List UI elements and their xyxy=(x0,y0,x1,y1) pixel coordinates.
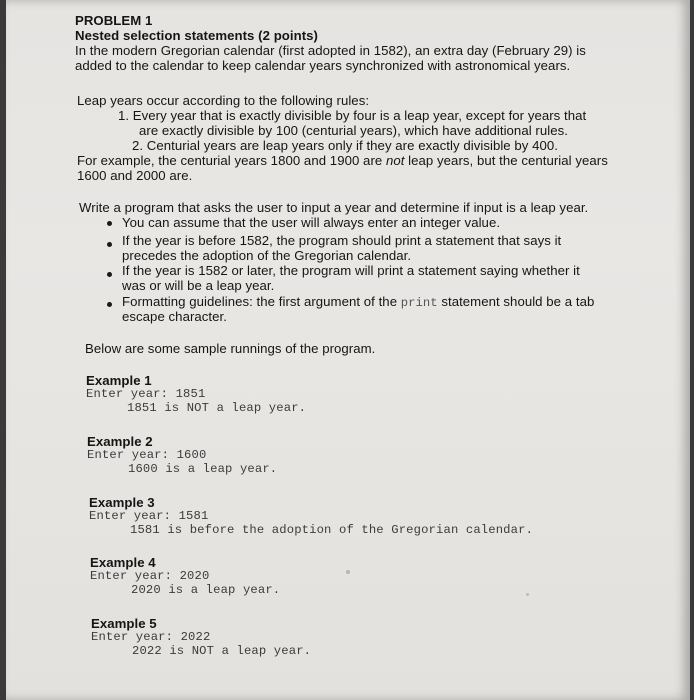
example-1-output: 1851 is NOT a leap year. xyxy=(127,401,307,415)
example-4-output: 2020 is a leap year. xyxy=(131,583,281,597)
example-4-title: Example 4 xyxy=(90,555,156,570)
example-2-output: 1600 is a leap year. xyxy=(128,462,278,476)
example-2-title: Example 2 xyxy=(87,434,153,449)
bullet-2-line-1: If the year is before 1582, the program should print a statement that says it xyxy=(122,233,562,248)
bullet-1-line-1: You can assume that the user will always enter an integer value. xyxy=(122,215,501,230)
rule-1-line-1: 1. Every year that is exactly divisible by four is a leap year, except for years that xyxy=(118,108,587,123)
bullet-3-line-1: If the year is 1582 or later, the program will print a statement saying whether it xyxy=(122,263,580,278)
example-5-title: Example 5 xyxy=(91,616,157,631)
bullet-3-line-2: was or will be a leap year. xyxy=(122,278,275,293)
example-5-prompt: Enter year: 2022 xyxy=(91,630,211,644)
rule-1-line-2: are exactly divisible by 100 (centurial years), which have additional rules. xyxy=(139,123,568,138)
paper-smudge xyxy=(346,570,350,574)
intro-line-1: In the modern Gregorian calendar (first adopted in 1582), an extra day (February 29) is xyxy=(75,43,586,58)
example-text-line-1: For example, the centurial years 1800 and 1900 are not leap years, but the centurial years xyxy=(77,153,608,168)
example-3-prompt: Enter year: 1581 xyxy=(89,509,209,523)
bullet-dot xyxy=(107,221,112,226)
bullet-2-line-2: precedes the adoption of the Gregorian calendar. xyxy=(122,248,412,263)
bullet-4-line-2: escape character. xyxy=(122,309,227,324)
code-print: print xyxy=(400,296,438,310)
worksheet-page xyxy=(6,0,690,700)
rules-intro: Leap years occur according to the following rules: xyxy=(77,93,370,108)
emphasis-not: not xyxy=(385,153,405,168)
task-intro: Write a program that asks the user to input a year and determine if input is a leap year. xyxy=(79,200,589,215)
example-1-title: Example 1 xyxy=(86,373,152,388)
example-4-prompt: Enter year: 2020 xyxy=(90,569,210,583)
example-5-output: 2022 is NOT a leap year. xyxy=(132,644,312,658)
bullet-dot xyxy=(107,242,112,247)
problem-heading: PROBLEM 1 xyxy=(75,13,153,28)
example-3-title: Example 3 xyxy=(89,495,155,510)
example-text-line-2: 1600 and 2000 are. xyxy=(77,168,193,183)
example-2-prompt: Enter year: 1600 xyxy=(87,448,207,462)
sample-intro: Below are some sample runnings of the program. xyxy=(85,341,376,356)
paper-smudge xyxy=(526,593,529,596)
rule-2-line: 2. Centurial years are leap years only if they are exactly divisible by 400. xyxy=(132,138,559,153)
problem-title: Nested selection statements (2 points) xyxy=(75,28,318,43)
intro-line-2: added to the calendar to keep calendar years synchronized with astronomical years. xyxy=(75,58,571,73)
bullet-dot xyxy=(107,272,112,277)
example-3-output: 1581 is before the adoption of the Gregorian calendar. xyxy=(130,523,534,537)
bullet-4-line-1: Formatting guidelines: the first argument of the print statement should be a tab xyxy=(122,294,595,310)
bullet-dot xyxy=(107,302,112,307)
example-1-prompt: Enter year: 1851 xyxy=(86,387,206,401)
